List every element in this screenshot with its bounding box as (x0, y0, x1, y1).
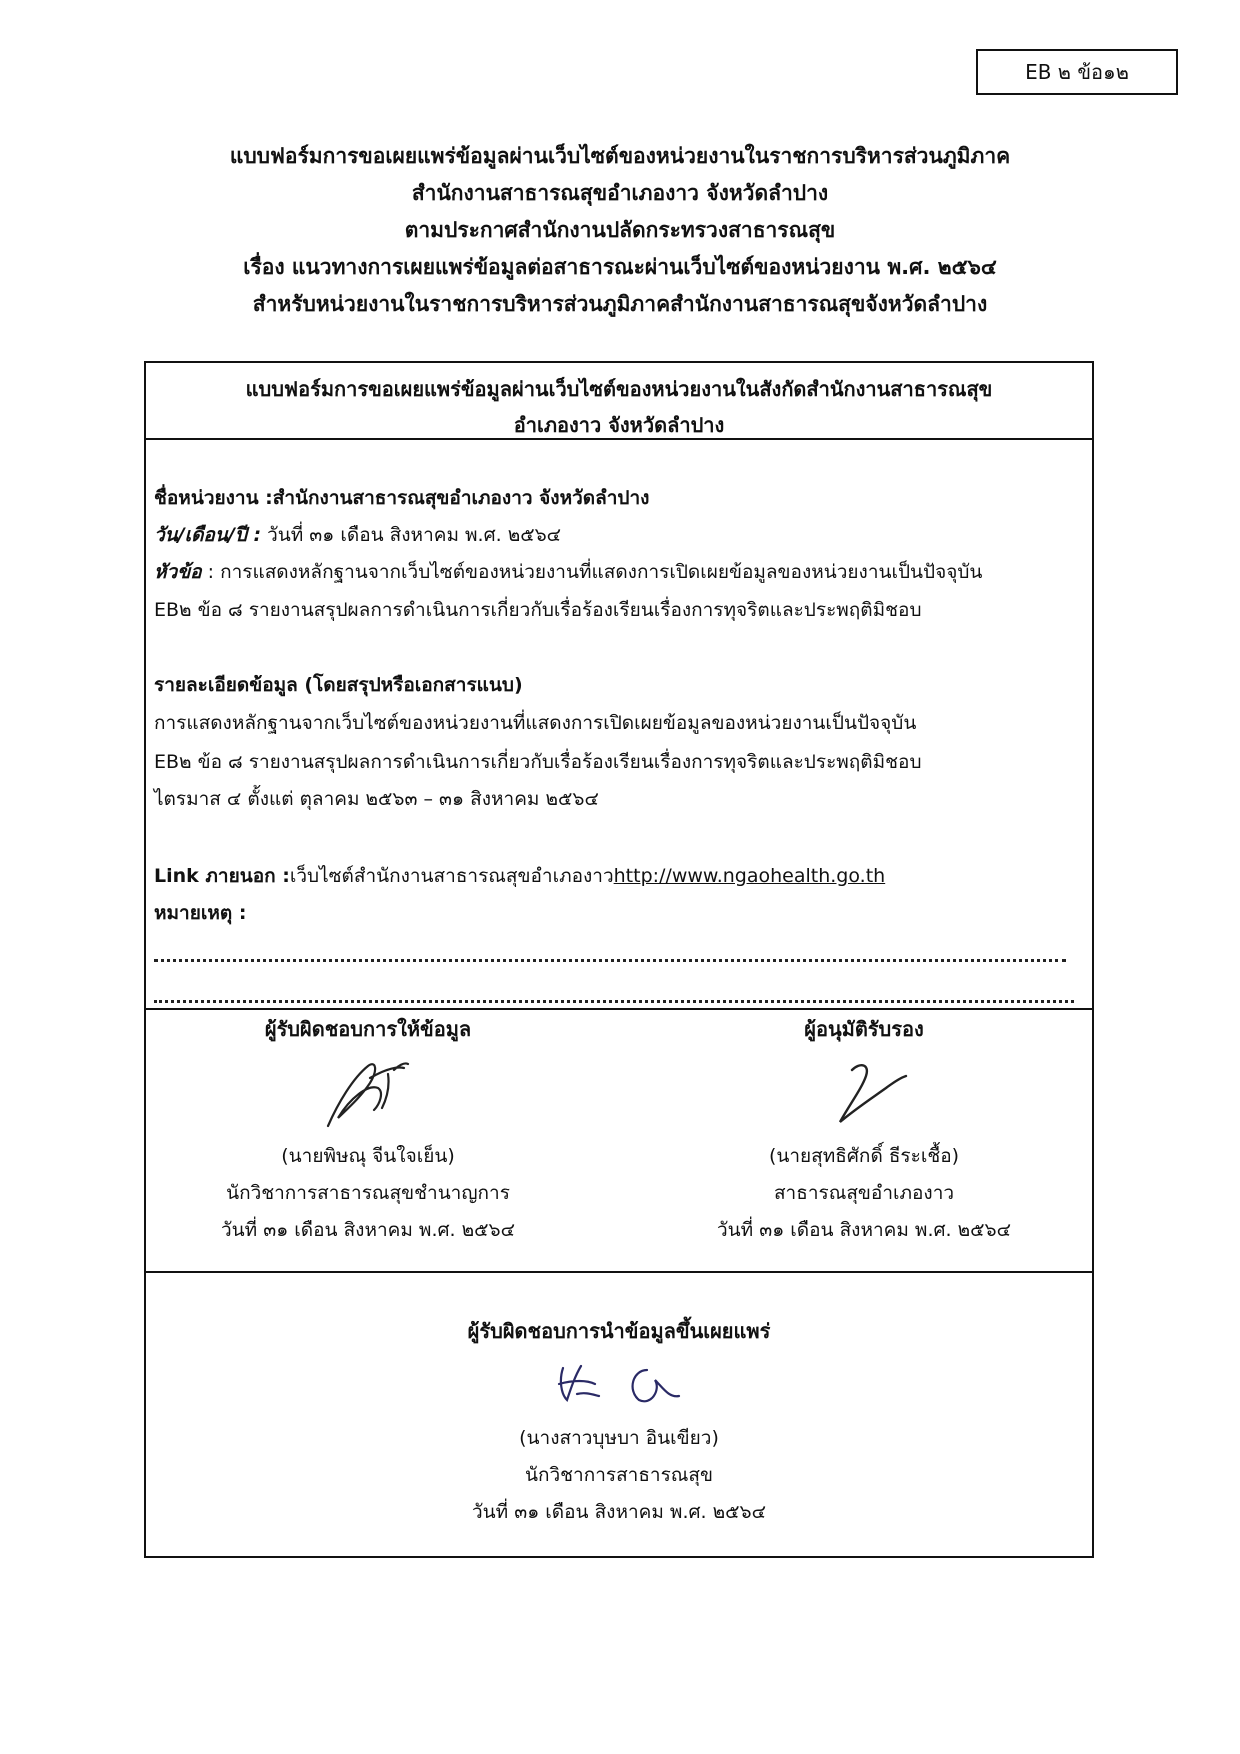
unit-value: สำนักงานสาธารณสุขอำเภองาว จังหวัดลำปาง (272, 487, 650, 509)
header-line: เรื่อง แนวทางการเผยแพร่ข้อมูลต่อสาธารณะผ่านเว็บไซต์ของหน่วยงาน พ.ศ. ๒๕๖๔ (243, 255, 997, 279)
date-label: วัน/เดือน/ปี : (154, 524, 262, 546)
form-title-line: แบบฟอร์มการขอเผยแพร่ข้อมูลผ่านเว็บไซต์ของหน่วยงานในสังกัดสำนักงานสาธารณสุข (245, 377, 993, 401)
form-title-line: อำเภองาว จังหวัดลำปาง (513, 413, 725, 437)
date-value: วันที่ ๓๑ เดือน สิงหาคม พ.ศ. ๒๕๖๔ (261, 524, 562, 546)
topic-line-2: EB๒ ข้อ ๘ รายงานสรุปผลการดำเนินการเกี่ยวกับเรื่อร้องเรียนเรื่องการทุจริตและประพฤติมิชอบ (154, 599, 922, 621)
header-line: สำนักงานสาธารณสุขอำเภองาว จังหวัดลำปาง (411, 181, 829, 205)
topic-value: : การแสดงหลักฐานจากเว็บไซต์ของหน่วยงานที่แสดงการเปิดเผยข้อมูลของหน่วยงานเป็นปัจจุบัน (201, 561, 983, 583)
unit-row (154, 479, 1084, 517)
divider (146, 438, 1092, 440)
detail-label: รายละเอียดข้อมูล (โดยสรุปหรือเอกสารแนบ) (154, 674, 523, 696)
detail-line: EB๒ ข้อ ๘ รายงานสรุปผลการดำเนินการเกี่ยวกับเรื่อร้องเรียนเรื่องการทุจริตและประพฤติมิชอบ (154, 751, 922, 773)
request-form-table (144, 361, 1094, 1558)
approver-heading: ผู้อนุมัติรับรอง (804, 1017, 924, 1041)
detail-heading (154, 666, 1084, 704)
publisher-signature-block (409, 1313, 829, 1531)
approver-date: วันที่ ๓๑ เดือน สิงหาคม พ.ศ. ๒๕๖๔ (717, 1219, 1011, 1241)
approver-position: สาธารณสุขอำเภองาว (773, 1182, 955, 1204)
link-label: Link ภายนอก : (154, 865, 290, 887)
provider-heading: ผู้รับผิดชอบการให้ข้อมูล (264, 1017, 472, 1041)
publisher-signature-image (529, 1350, 709, 1420)
note-dotted-line (154, 1000, 1074, 1003)
document-header (140, 138, 1100, 323)
form-title (146, 371, 1092, 443)
provider-name: (นายพิษณุ จีนใจเย็น) (281, 1145, 455, 1167)
date-row (154, 516, 1084, 554)
provider-date: วันที่ ๓๑ เดือน สิงหาคม พ.ศ. ๒๕๖๔ (221, 1219, 515, 1241)
publisher-heading: ผู้รับผิดชอบการนำข้อมูลขึ้นเผยแพร่ (467, 1319, 771, 1343)
detail-line: ไตรมาส ๔ ตั้งแต่ ตุลาคม ๒๕๖๓ – ๓๑ สิงหาคม ๒๕๖๔ (154, 788, 599, 810)
divider (146, 1008, 1092, 1010)
approver-name: (นายสุทธิศักดิ์ ธีระเชื้อ) (768, 1145, 960, 1167)
topic-row (154, 553, 1084, 591)
document-reference-code: EB ๒ ข้อ๑๒ (976, 49, 1178, 95)
publisher-name: (นางสาวบุษบา อินเขียว) (519, 1427, 719, 1449)
publisher-date: วันที่ ๓๑ เดือน สิงหาคม พ.ศ. ๒๕๖๔ (472, 1501, 766, 1523)
unit-label: ชื่อหน่วยงาน : (154, 487, 273, 509)
detail-line: การแสดงหลักฐานจากเว็บไซต์ของหน่วยงานที่แสดงการเปิดเผยข้อมูลของหน่วยงานเป็นปัจจุบัน (154, 712, 917, 734)
approver-signature-block (654, 1011, 1074, 1249)
header-line: แบบฟอร์มการขอเผยแพร่ข้อมูลผ่านเว็บไซต์ของหน่วยงานในราชการบริหารส่วนภูมิภาค (229, 144, 1011, 168)
note-row (154, 894, 1084, 932)
note-label: หมายเหตุ : (154, 902, 247, 924)
publisher-position: นักวิชาการสาธารณสุข (524, 1464, 714, 1486)
external-link-row (154, 857, 1084, 895)
link-description: เว็บไซต์สำนักงานสาธารณสุขอำเภองาว (289, 865, 614, 887)
website-link[interactable]: http://www.ngaohealth.go.th (613, 865, 886, 887)
provider-signature-block (158, 1011, 578, 1249)
header-line: ตามประกาศสำนักงานปลัดกระทรวงสาธารณสุข (404, 218, 836, 242)
provider-signature-image (298, 1048, 438, 1138)
header-line: สำหรับหน่วยงานในราชการบริหารส่วนภูมิภาคสำนักงานสาธารณสุขจังหวัดลำปาง (252, 292, 988, 316)
divider (146, 1271, 1092, 1273)
note-dotted-line (154, 959, 1066, 962)
topic-label: หัวข้อ (154, 561, 202, 583)
provider-position: นักวิชาการสาธารณสุขชำนาญการ (226, 1182, 510, 1204)
approver-signature-image (794, 1048, 934, 1138)
